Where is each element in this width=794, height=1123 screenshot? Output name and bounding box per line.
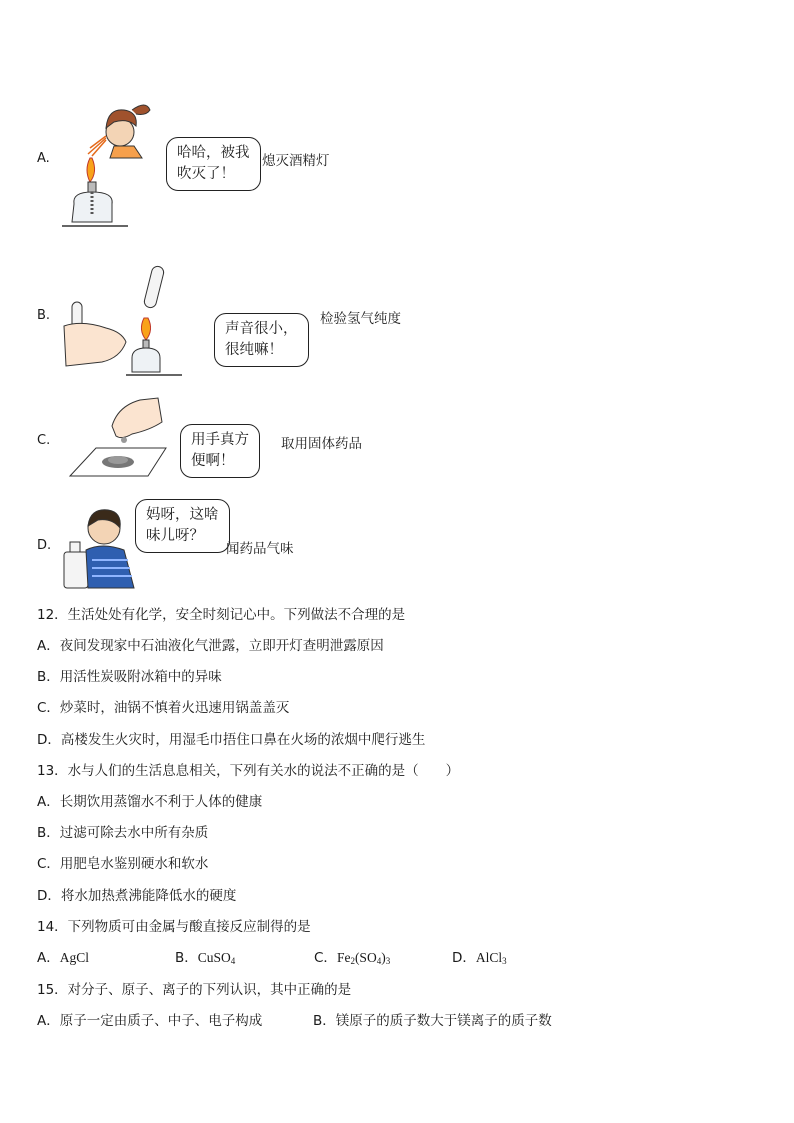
question-14-option-b	[175, 946, 235, 966]
speech-bubble-c-line1: 用手真方	[191, 432, 249, 448]
question-15-stem: 15．对分子、原子、离子的下列认识，其中正确的是	[37, 982, 352, 998]
caption-d: 闻药品气味	[226, 541, 294, 557]
question-14-option-c	[314, 946, 390, 966]
speech-bubble-a-line1: 哈哈，被我	[177, 145, 250, 161]
speech-bubble-c-line2: 便啊！	[191, 453, 235, 469]
q14-c-formula-part3: )	[381, 950, 386, 965]
question-15-option-a: A．原子一定由质子、中子、电子构成	[37, 1013, 263, 1029]
q14-d-subscript: 3	[502, 956, 507, 966]
option-letter-d: D.	[37, 538, 52, 553]
caption-c: 取用固体药品	[281, 436, 362, 452]
q14-a-prefix: A．	[37, 950, 60, 966]
question-15-option-b: B．镁原子的质子数大于镁离子的质子数	[313, 1013, 552, 1029]
q14-d-prefix: D．	[452, 950, 476, 966]
option-letter-c: C.	[37, 433, 51, 448]
speech-bubble-d-line2: 味儿呀？	[146, 528, 204, 544]
question-12-stem: 12．生活处处有化学，安全时刻记心中。下列做法不合理的是	[37, 607, 406, 623]
q14-d-formula: AlCl	[475, 950, 503, 965]
speech-bubble-b-line2: 很纯嘛！	[225, 342, 283, 358]
q14-c-subscript3: 3	[385, 956, 391, 966]
question-14-stem: 14．下列物质可由金属与酸直接反应制得的是	[37, 919, 311, 935]
q14-c-formula-part1: Fe	[336, 950, 351, 965]
question-13-option-b: B．过滤可除去水中所有杂质	[37, 825, 209, 841]
option-letter-a: A.	[37, 151, 50, 166]
hand-taking-solid-illustration	[66, 396, 170, 480]
option-letter-b: B.	[37, 308, 51, 323]
q14-a-formula: AgCl	[59, 950, 90, 965]
caption-a: 熄灭酒精灯	[262, 153, 330, 169]
q14-b-formula: CuSO	[197, 950, 231, 965]
question-12-option-c: C．炒菜时，油锅不慎着火迅速用锅盖盖灭	[37, 700, 290, 716]
q14-b-subscript: 4	[230, 956, 236, 966]
q14-c-subscript2: 4	[376, 956, 382, 966]
speech-bubble-a-line2: 吹灭了！	[177, 166, 235, 182]
question-14-option-a	[37, 946, 89, 966]
question-13-option-a: A．长期饮用蒸馏水不利于人体的健康	[37, 794, 263, 810]
question-12-option-b: B．用活性炭吸附冰箱中的异味	[37, 669, 222, 685]
q14-c-formula-part2: (SO	[354, 950, 377, 965]
question-13-option-d: D．将水加热煮沸能降低水的硬度	[37, 888, 237, 904]
speech-bubble-d-line1: 妈呀，这啥	[146, 507, 219, 523]
q14-c-subscript1: 2	[350, 956, 355, 966]
question-12-option-d: D．高楼发生火灾时，用湿毛巾捂住口鼻在火场的浓烟中爬行逃生	[37, 732, 426, 748]
speech-bubble-d	[135, 499, 230, 553]
alcohol-lamp-blowing-illustration	[62, 92, 162, 232]
speech-bubble-b	[214, 313, 309, 367]
question-13-stem: 13．水与人们的生活息息相关，下列有关水的说法不正确的是（ ）	[37, 763, 460, 779]
hydrogen-test-illustration	[62, 262, 192, 380]
question-14-option-d	[452, 946, 507, 966]
question-13-option-c: C．用肥皂水鉴别硬水和软水	[37, 856, 209, 872]
boy-smelling-bottle-illustration	[62, 498, 142, 590]
speech-bubble-b-line1: 声音很小，	[225, 321, 298, 337]
speech-bubble-c	[180, 424, 260, 478]
speech-bubble-a	[166, 137, 261, 191]
caption-b: 检验氢气纯度	[320, 311, 401, 327]
q14-b-prefix: B．	[175, 950, 198, 966]
q14-c-prefix: C．	[314, 950, 337, 966]
question-12-option-a: A．夜间发现家中石油液化气泄露，立即开灯查明泄露原因	[37, 638, 384, 654]
